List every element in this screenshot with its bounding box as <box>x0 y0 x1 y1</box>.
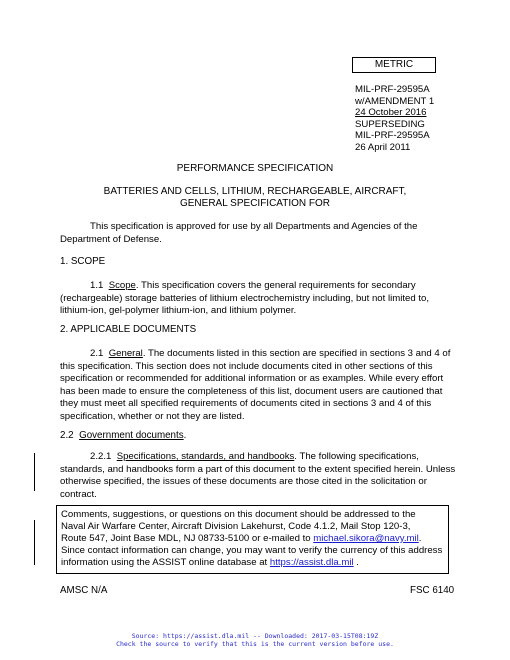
source-stamp <box>0 632 510 648</box>
general-number: 2.1 <box>90 348 104 359</box>
general-title: General <box>108 348 143 359</box>
change-bar-notice <box>34 520 35 565</box>
gov-number: 2.2 <box>60 430 74 441</box>
notice-line-3-text: Route 547, Joint Base MDL, NJ 08733-5100 or e-mailed to <box>61 533 314 544</box>
fsc-label: FSC 6140 <box>410 585 455 596</box>
superseded-doc-id: MIL-PRF-29595A <box>355 130 430 141</box>
spec-title-line2: GENERAL SPECIFICATION FOR <box>179 198 331 209</box>
section-2-heading: 2. APPLICABLE DOCUMENTS <box>60 324 197 335</box>
specs-title: Specifications, standards, and handbooks <box>116 451 295 462</box>
document-identifier-block <box>355 84 434 153</box>
spec-type-title: PERFORMANCE SPECIFICATION <box>176 163 334 174</box>
amendment-date: 24 October 2016 <box>355 107 427 118</box>
specs-paragraph <box>60 451 460 501</box>
notice-line-1: Comments, suggestions, or questions on this document should be addressed to the <box>61 509 416 520</box>
metric-label: METRIC <box>352 57 436 73</box>
notice-line-5 <box>61 557 448 569</box>
scope-title: Scope <box>108 280 136 291</box>
superseding-label: SUPERSEDING <box>355 118 425 130</box>
specs-text: . The following specifications, standards, and handbooks form a part of this document to the extent specified herein. Unless otherwise specified, the issues of these documents are those cited in the solicitation or contract. <box>60 451 456 500</box>
gov-tail: . <box>183 430 187 441</box>
amendment: w/AMENDMENT 1 <box>355 95 435 107</box>
section-1-heading: 1. SCOPE <box>60 256 106 267</box>
superseded-date: 26 April 2011 <box>355 141 411 153</box>
assist-url-link[interactable]: https://assist.dla.mil <box>269 557 354 568</box>
specs-number: 2.2.1 <box>90 451 112 462</box>
source-line-1: Source: https://assist.dla.mil -- Downloaded: 2017-03-15T08:19Z <box>131 632 379 640</box>
notice-line-4: Since contact information can change, you may want to verify the currency of this address <box>61 545 443 556</box>
general-paragraph <box>60 348 460 423</box>
government-documents-heading <box>60 430 186 441</box>
approval-statement: This specification is approved for use by all Departments and Agencies of the Department of Defense. <box>60 221 418 245</box>
email-link[interactable]: michael.sikora@navy.mil <box>313 533 419 544</box>
comments-notice-box <box>56 505 449 574</box>
amsc-label: AMSC N/A <box>60 585 108 596</box>
scope-paragraph <box>60 280 460 318</box>
notice-line-2: Naval Air Warfare Center, Aircraft Division Lakehurst, Code 4.1.2, Mail Stop 120-3, <box>61 521 411 532</box>
spec-title-line1: BATTERIES AND CELLS, LITHIUM, RECHARGEABLE, AIRCRAFT, <box>103 186 407 197</box>
notice-line-3-tail: . <box>418 533 422 544</box>
scope-text: . This specification covers the general requirements for secondary (rechargeable) storage batteries of lithium electrochemistry including, but not limited to, lithium-ion, gel-polymer lithium-ion, and lithium polymer. <box>60 280 430 316</box>
notice-line-3 <box>61 533 448 545</box>
notice-line-5-tail: . <box>353 557 359 568</box>
notice-line-5-text: information using the ASSIST online database at <box>61 557 270 568</box>
source-line-2: Check the source to verify that this is the current version before use. <box>116 640 394 648</box>
gov-title: Government documents <box>79 430 184 441</box>
change-bar <box>34 453 35 491</box>
scope-number: 1.1 <box>90 280 104 291</box>
general-text: . The documents listed in this section are specified in sections 3 and 4 of this specification. This section does not include documents cited in other sections of this specification or recommended for additional information or as examples. While every effort has been made to ensure the completeness of this list, document users are cautioned that they must meet all specified requirements of documents cited in sections 3 and 4 of this specification, whether or not they are listed. <box>60 348 451 422</box>
doc-id: MIL-PRF-29595A <box>355 84 430 95</box>
